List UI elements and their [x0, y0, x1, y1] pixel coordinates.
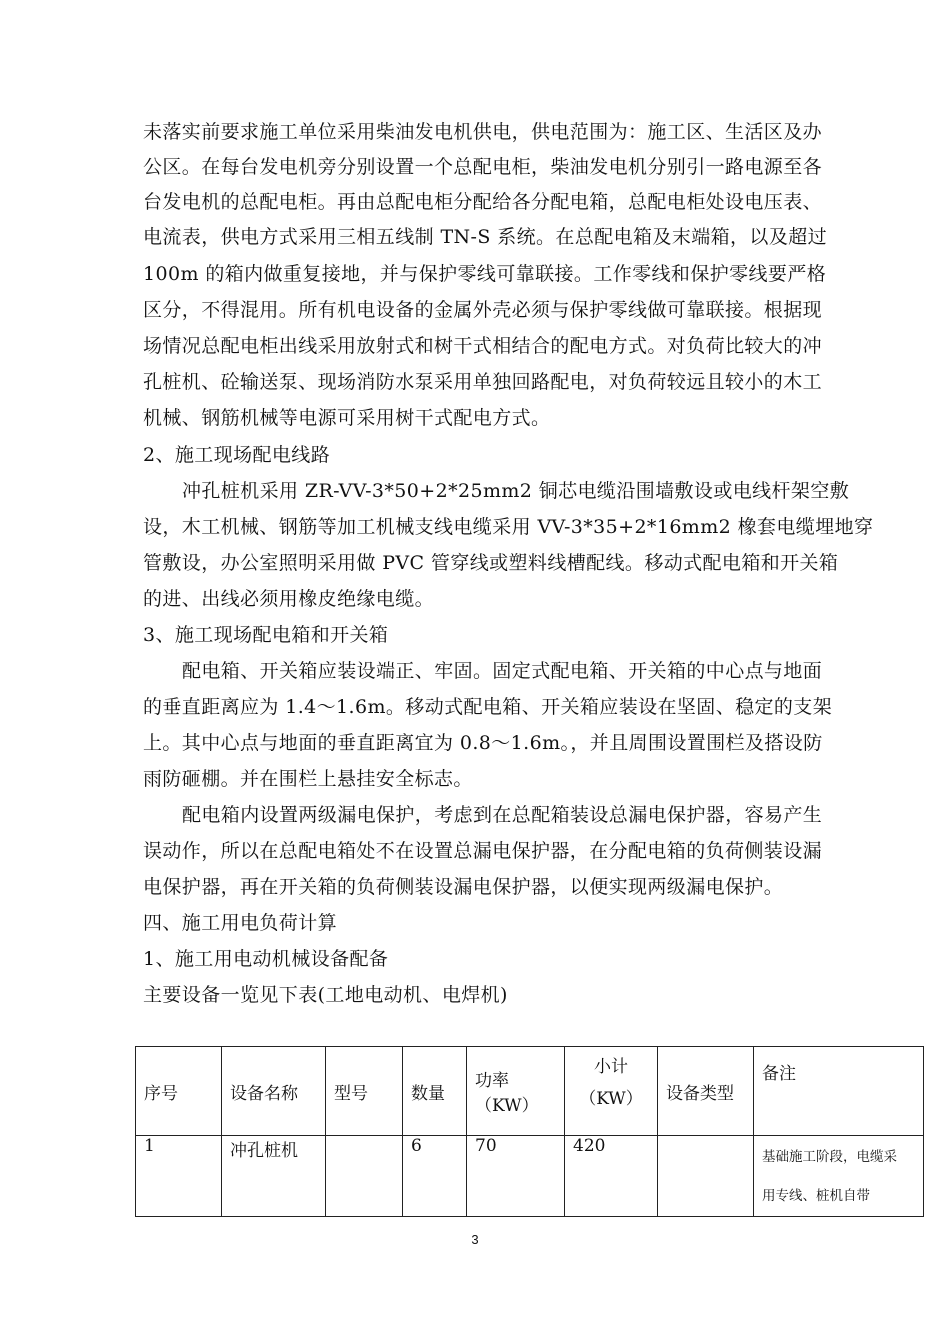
header-model: 型号	[326, 1047, 403, 1136]
header-qty: 数量	[403, 1047, 467, 1136]
paragraph-line: 上。其中心点与地面的垂直距离宜为 0.8～1.6m。，并且周围设置围栏及搭设防	[143, 732, 823, 754]
paragraph-line: 设，木工机械、钢筋等加工机械支线电缆采用 VV-3*35+2*16mm2 橡套电缆埋地穿	[143, 516, 874, 538]
cell-index: 1	[136, 1136, 222, 1217]
paragraph-line: 雨防砸棚。并在围栏上悬挂安全标志。	[143, 768, 473, 790]
header-type: 设备类型	[658, 1047, 754, 1136]
header-subtotal	[565, 1047, 658, 1136]
remark-line: 用专线、桩机自带	[762, 1188, 870, 1204]
section-heading: 3、施工现场配电箱和开关箱	[143, 624, 389, 646]
paragraph-line: 场情况总配电柜出线采用放射式和树干式相结合的配电方式。对负荷比较大的冲	[143, 335, 823, 357]
paragraph-line: 台发电机的总配电柜。再由总配电柜分配给各分配电箱，总配电柜处设电压表、	[143, 191, 823, 213]
paragraph-line: 孔桩机、砼输送泵、现场消防水泵采用单独回路配电，对负荷较远且较小的木工	[143, 371, 823, 393]
header-remark: 备注	[754, 1047, 924, 1136]
paragraph-line: 配电箱、开关箱应装设端正、牢固。固定式配电箱、开关箱的中心点与地面	[182, 660, 823, 682]
header-power: 功率（KW）	[467, 1047, 565, 1136]
header-index: 序号	[136, 1047, 222, 1136]
paragraph-line: 管敷设，办公室照明采用做 PVC 管穿线或塑料线槽配线。移动式配电箱和开关箱	[143, 552, 839, 574]
table-header-row	[136, 1047, 924, 1136]
section-heading: 1、施工用电动机械设备配备	[143, 948, 389, 970]
paragraph-line: 配电箱内设置两级漏电保护，考虑到在总配箱装设总漏电保护器，容易产生	[182, 804, 823, 826]
cell-model	[326, 1136, 403, 1217]
paragraph-line: 区分，不得混用。所有机电设备的金属外壳必须与保护零线做可靠联接。根据现	[143, 299, 823, 321]
table-row	[136, 1136, 924, 1217]
paragraph-line: 电流表，供电方式采用三相五线制 TN-S 系统。在总配电箱及末端箱，以及超过	[143, 226, 828, 248]
paragraph-line: 的垂直距离应为 1.4～1.6m。移动式配电箱、开关箱应装设在坚固、稳定的支架	[143, 696, 833, 718]
cell-remark	[754, 1136, 924, 1217]
header-subtotal-unit: （KW）	[579, 1089, 643, 1109]
paragraph-line: 的进、出线必须用橡皮绝缘电缆。	[143, 588, 435, 610]
page-number: 3	[471, 1232, 479, 1247]
paragraph-line: 公区。在每台发电机旁分别设置一个总配电柜，柴油发电机分别引一路电源至各	[143, 156, 823, 178]
paragraph-line: 冲孔桩机采用 ZR-VV-3*50+2*25mm2 铜芯电缆沿围墙敷设或电线杆架空敷	[182, 480, 850, 502]
paragraph-line: 电保护器，再在开关箱的负荷侧装设漏电保护器，以便实现两级漏电保护。	[143, 876, 784, 898]
cell-power: 70	[467, 1136, 565, 1217]
cell-type	[658, 1136, 754, 1217]
header-subtotal-label: 小计	[594, 1057, 628, 1077]
paragraph-line: 未落实前要求施工单位采用柴油发电机供电，供电范围为：施工区、生活区及办	[143, 121, 823, 143]
header-name: 设备名称	[222, 1047, 326, 1136]
table-caption: 主要设备一览见下表(工地电动机、电焊机)	[143, 984, 508, 1006]
paragraph-line: 误动作，所以在总配电箱处不在设置总漏电保护器，在分配电箱的负荷侧装设漏	[143, 840, 823, 862]
cell-name: 冲孔桩机	[222, 1136, 326, 1217]
equipment-table	[135, 1046, 924, 1217]
cell-subtotal: 420	[565, 1136, 658, 1217]
paragraph-line: 100m 的箱内做重复接地，并与保护零线可靠联接。工作零线和保护零线要严格	[143, 263, 827, 285]
section-heading: 2、施工现场配电线路	[143, 444, 331, 466]
cell-qty: 6	[403, 1136, 467, 1217]
section-heading: 四、施工用电负荷计算	[143, 912, 338, 934]
remark-line: 基础施工阶段，电缆采	[762, 1149, 897, 1165]
paragraph-line: 机械、钢筋机械等电源可采用树干式配电方式。	[143, 407, 551, 429]
